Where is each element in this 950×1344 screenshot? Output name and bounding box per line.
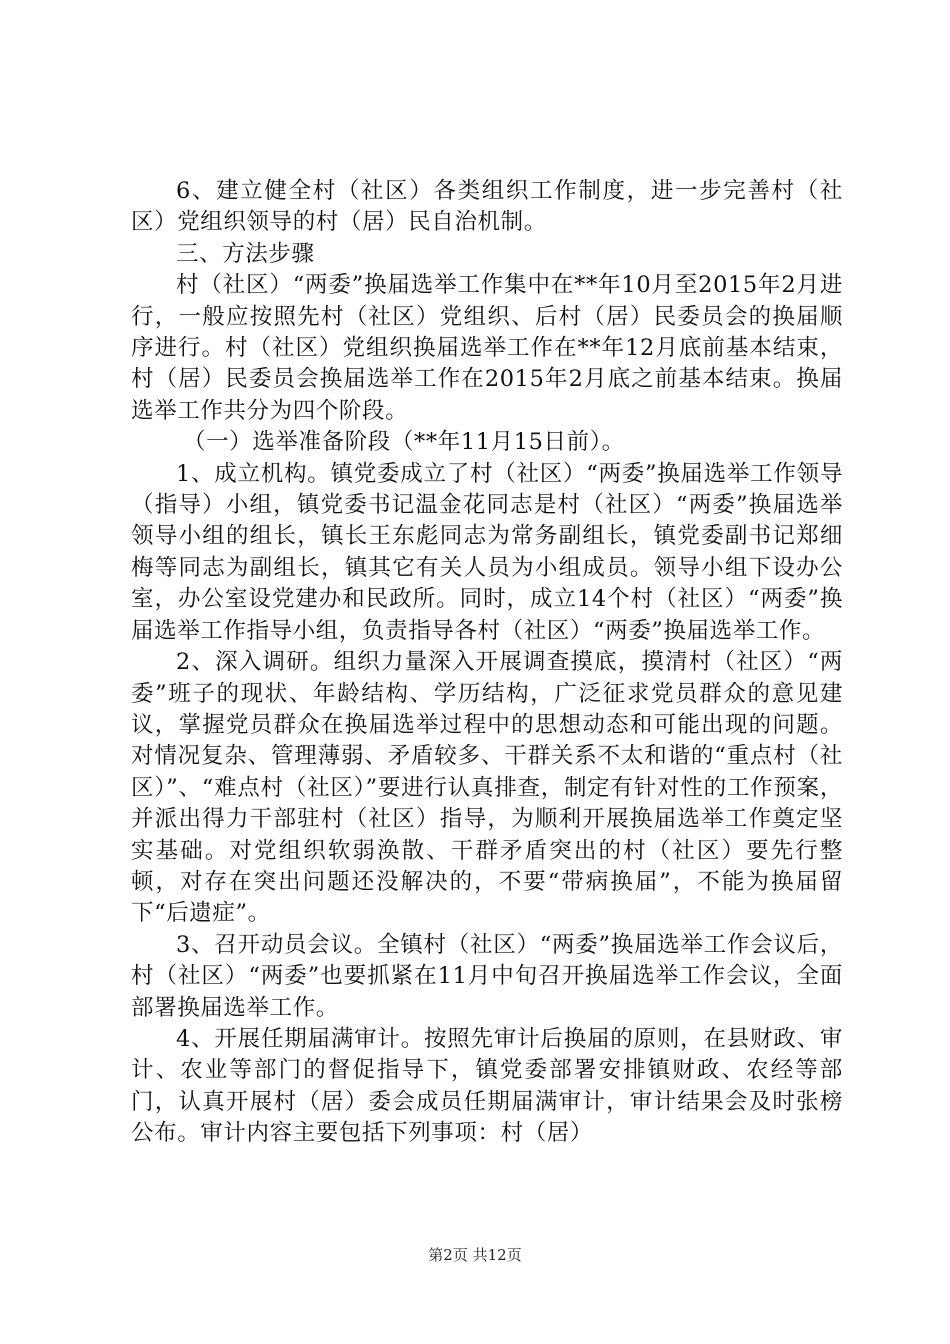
document-body xyxy=(131,176,843,1150)
paragraph-step-2: 2、深入调研。组织力量深入开展调查摸底，摸清村（社区）“两委”班子的现状、年龄结构、学历结构，广泛征求党员群众的意见建议，掌握党员群众在换届选举过程中的思想动态和可能出现的问题。对情况复杂、管理薄弱、矛盾较多、干群关系不太和谐的“重点村（社区）”、“难点村（社区）”要进行认真排查，制定有针对性的工作预案，并派出得力干部驻村（社区）指导，为顺利开展换届选举工作奠定坚实基础。对党组织软弱涣散、干群矛盾突出的村（社区）要先行整顿，对存在突出问题还没解决的，不要“带病换届”，不能为换届留下“后遗症”。 xyxy=(131,649,843,927)
page-number-footer: 第2页 共12页 xyxy=(428,1246,522,1264)
paragraph-step-3: 3、召开动员会议。全镇村（社区）“两委”换届选举工作会议后，村（社区）“两委”也要抓紧在11月中旬召开换届选举工作会议，全面部署换届选举工作。 xyxy=(131,931,843,1021)
subsection-heading-preparation: （一）选举准备阶段（**年11月15日前）。 xyxy=(183,429,625,456)
paragraph-item-6: 6、建立健全村（社区）各类组织工作制度，进一步完善村（社区）党组织领导的村（居）民自治机制。 xyxy=(131,178,843,236)
paragraph-schedule: 村（社区）“两委”换届选举工作集中在**年10月至2015年2月进行，一般应按照先村（社区）党组织、后村（居）民委员会的换届顺序进行。村（社区）党组织换届选举工作在**年12月底前基本结束，村（居）民委员会换届选举工作在2015年2月底之前基本结束。换届选举工作共分为四个阶段。 xyxy=(131,272,843,424)
paragraph-step-1: 1、成立机构。镇党委成立了村（社区）“两委”换届选举工作领导（指导）小组，镇党委书记温金花同志是村（社区）“两委”换届选举领导小组的组长，镇长王东彪同志为常务副组长，镇党委副书记郑细梅等同志为副组长，镇其它有关人员为小组成员。领导小组下设办公室，办公室设党建办和民政所。同时，成立14个村（社区）“两委”换届选举工作指导小组，负责指导各村（社区）“两委”换届选举工作。 xyxy=(131,460,843,644)
section-heading-methods: 三、方法步骤 xyxy=(176,240,315,267)
paragraph-step-4: 4、开展任期届满审计。按照先审计后换届的原则，在县财政、审计、农业等部门的督促指导下，镇党委部署安排镇财政、农经等部门，认真开展村（居）委会成员任期届满审计，审计结果会及时张榜公布。审计内容主要包括下列事项：村（居） xyxy=(131,1025,843,1147)
